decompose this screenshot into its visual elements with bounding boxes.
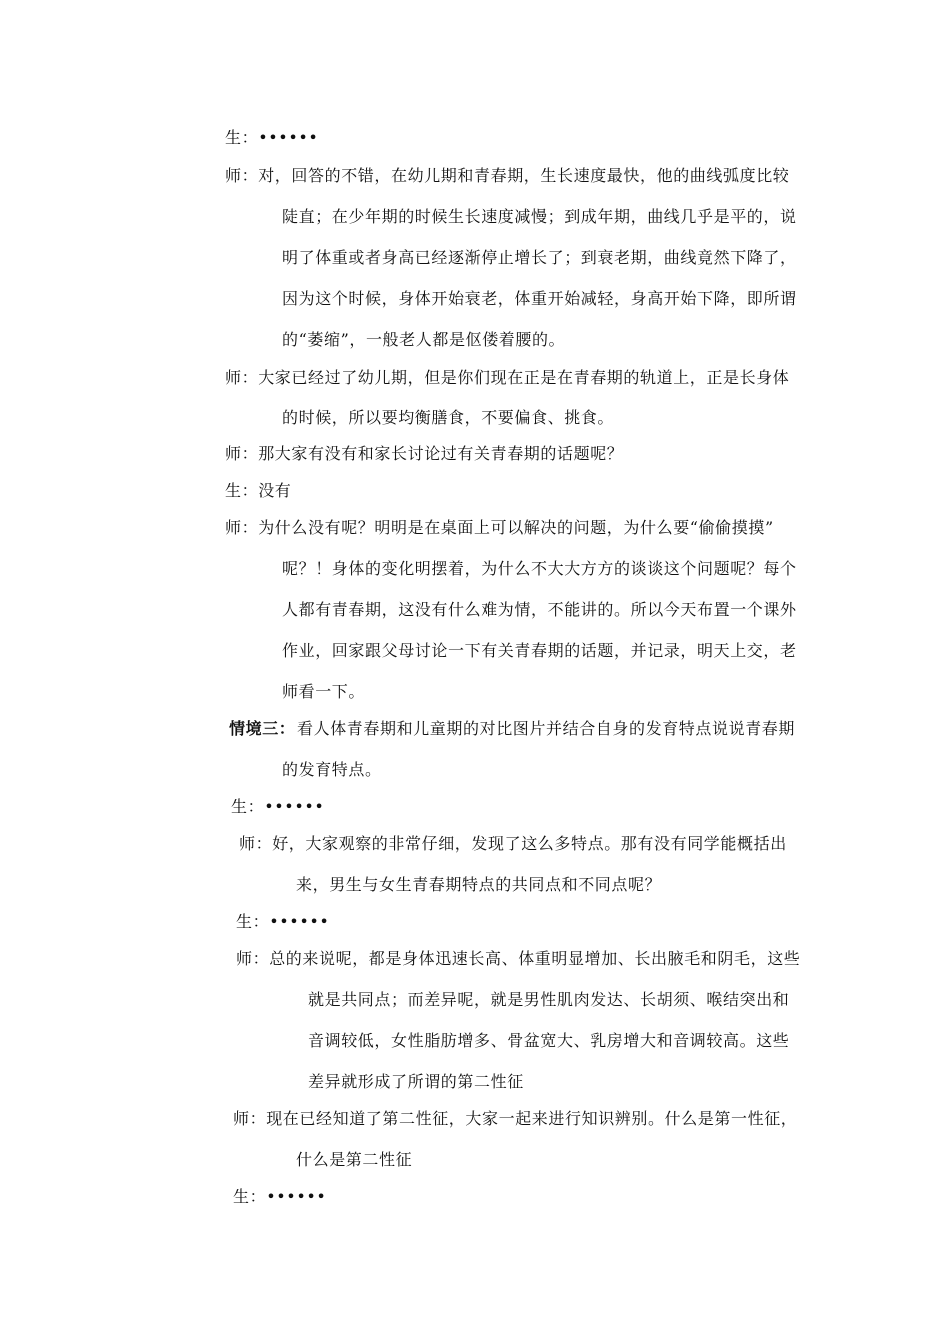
text-line: 师：好，大家观察的非常仔细，发现了这么多特点。那有没有同学能概括出 bbox=[239, 834, 787, 853]
text-line: 师：总的来说呢，都是身体迅速长高、体重明显增加、长出腋毛和阴毛，这些 bbox=[236, 949, 801, 968]
text-line: 因为这个时候，身体开始衰老，体重开始减轻，身高开始下降，即所谓 bbox=[282, 289, 797, 308]
text-line: 作业，回家跟父母讨论一下有关青春期的话题，并记录，明天上交，老 bbox=[282, 641, 797, 660]
text-line: 生：没有 bbox=[225, 481, 292, 500]
text-line: 的发育特点。 bbox=[282, 760, 382, 779]
section-label: 情境三： bbox=[229, 719, 296, 738]
text-line: 来，男生与女生青春期特点的共同点和不同点呢？ bbox=[296, 875, 662, 894]
text-line: 生：•••••• bbox=[236, 912, 330, 931]
text-line: 的“萎缩”，一般老人都是伛偻着腰的。 bbox=[282, 330, 566, 349]
text-line: 师：大家已经过了幼儿期，但是你们现在正是在青春期的轨道上，正是长身体 bbox=[225, 368, 790, 387]
text-line: 师：现在已经知道了第二性征，大家一起来进行知识辨别。什么是第一性征， bbox=[233, 1109, 798, 1128]
text-line: 陡直；在少年期的时候生长速度减慢；到成年期，曲线几乎是平的，说 bbox=[282, 207, 797, 226]
text-line: 就是共同点；而差异呢，就是男性肌肉发达、长胡须、喉结突出和 bbox=[308, 990, 790, 1009]
text-line: 看人体青春期和儿童期的对比图片并结合自身的发育特点说说青春期 bbox=[297, 719, 796, 738]
text-line: 什么是第二性征 bbox=[296, 1150, 413, 1169]
text-line: 呢？！身体的变化明摆着，为什么不大大方方的谈谈这个问题呢？每个 bbox=[282, 559, 797, 578]
text-line: 生：•••••• bbox=[233, 1187, 327, 1206]
text-line: 师：为什么没有呢？明明是在桌面上可以解决的问题，为什么要“偷偷摸摸” bbox=[225, 518, 774, 537]
text-line: 师看一下。 bbox=[282, 682, 366, 701]
text-line: 差异就形成了所谓的第二性征 bbox=[308, 1072, 524, 1091]
text-line: 明了体重或者身高已经逐渐停止增长了；到衰老期，曲线竟然下降了， bbox=[282, 248, 797, 267]
text-line: 音调较低，女性脂肪增多、骨盆宽大、乳房增大和音调较高。这些 bbox=[308, 1031, 790, 1050]
text-line: 师：对，回答的不错，在幼儿期和青春期，生长速度最快，他的曲线弧度比较 bbox=[225, 166, 790, 185]
text-line: 师：那大家有没有和家长讨论过有关青春期的话题呢？ bbox=[225, 444, 624, 463]
text-line: 的时候，所以要均衡膳食，不要偏食、挑食。 bbox=[282, 408, 615, 427]
text-line: 人都有青春期，这没有什么难为情，不能讲的。所以今天布置一个课外 bbox=[282, 600, 797, 619]
text-line: 生：•••••• bbox=[225, 128, 319, 147]
text-line: 生：•••••• bbox=[231, 797, 325, 816]
